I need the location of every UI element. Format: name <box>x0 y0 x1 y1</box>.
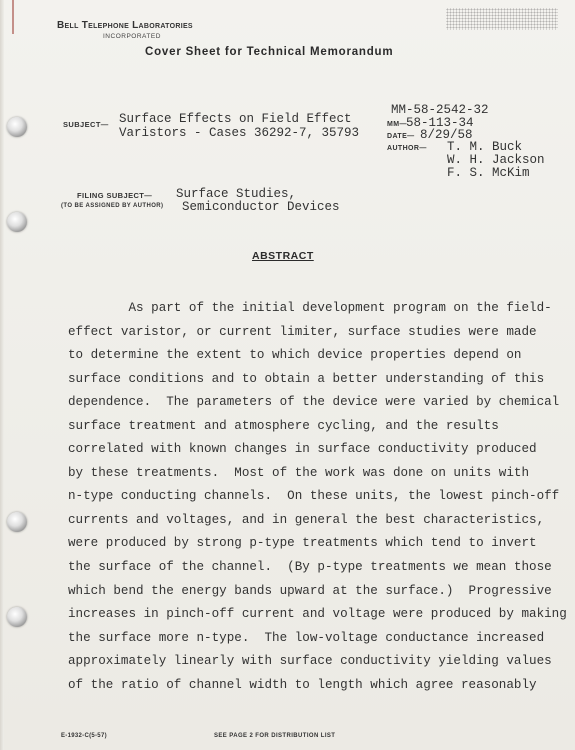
abstract-line: of the ratio of channel width to length which agree reasonably <box>68 677 537 692</box>
abstract-line: were produced by strong p-type treatments which tend to invert <box>68 536 537 551</box>
abstract-line: surface conditions and to obtain a better understanding of this <box>68 371 545 386</box>
memo-number-1: MM-58-2542-32 <box>391 103 489 117</box>
abstract-line: n-type conducting channels. On these units, the lowest pinch-off <box>68 489 560 504</box>
paper-left-edge <box>0 0 4 750</box>
abstract-line: currents and voltages, and in general the best characteristics, <box>68 512 545 527</box>
abstract-line: approximately linearly with surface conductivity yielding values <box>68 654 552 669</box>
punch-hole-3 <box>7 512 27 532</box>
filing-line-1: Surface Studies, <box>176 187 297 201</box>
punch-hole-1 <box>7 117 27 137</box>
abstract-line: the surface of the channel. (By p-type treatments we mean those <box>68 560 552 575</box>
filing-subject-note: (TO BE ASSIGNED BY AUTHOR) <box>61 203 164 209</box>
author-label: AUTHOR— <box>387 145 427 152</box>
mm-label: MM— <box>387 121 407 128</box>
abstract-line: As part of the initial development program on the field- <box>68 301 552 315</box>
subject-label: SUBJECT— <box>63 120 109 129</box>
form-number: E-1932-C(5-57) <box>61 733 107 739</box>
cover-title: Cover Sheet for Technical Memorandum <box>145 46 394 58</box>
abstract-line: dependence. The parameters of the device were varied by chemical <box>68 395 560 410</box>
punch-hole-2 <box>7 212 27 232</box>
abstract-line: the surface more n-type. The low-voltage conductance increased <box>68 630 545 645</box>
abstract-line: correlated with known changes in surface conductivity produced <box>68 442 537 457</box>
abstract-line: surface treatment and atmosphere cycling, and the results <box>68 418 499 433</box>
abstract-line: increases in pinch-off current and voltage were produced by making <box>68 607 567 622</box>
abstract-line: to determine the extent to which device properties depend on <box>68 348 522 363</box>
pencil-mark <box>12 0 14 34</box>
memo-number-2: 58-113-34 <box>406 116 474 130</box>
abstract-line: which bend the energy bands upward at the surface.) Progressive <box>68 583 552 598</box>
date-label: DATE— <box>387 133 415 140</box>
filing-line-2: Semiconductor Devices <box>182 200 340 214</box>
author-1: T. M. Buck <box>447 140 523 154</box>
author-2: W. H. Jackson <box>447 153 545 167</box>
subject-line-1: Surface Effects on Field Effect <box>119 112 352 126</box>
abstract-line: effect varistor, or current limiter, surface studies were made <box>68 324 537 339</box>
abstract-title: ABSTRACT <box>252 250 314 262</box>
abstract-body <box>68 297 567 697</box>
memo-date: 8/29/58 <box>420 128 473 142</box>
received-stamp <box>446 8 558 30</box>
author-3: F. S. McKim <box>447 166 530 180</box>
incorporated-label: INCORPORATED <box>103 33 161 40</box>
abstract-line: by these treatments. Most of the work was done on units with <box>68 465 530 480</box>
filing-subject-label: FILING SUBJECT— <box>77 191 153 200</box>
distribution-note: SEE PAGE 2 FOR DISTRIBUTION LIST <box>214 733 336 739</box>
company-name: Bell Telephone Laboratories <box>57 20 193 31</box>
subject-line-2: Varistors - Cases 36292-7, 35793 <box>119 126 360 140</box>
punch-hole-4 <box>7 607 27 627</box>
